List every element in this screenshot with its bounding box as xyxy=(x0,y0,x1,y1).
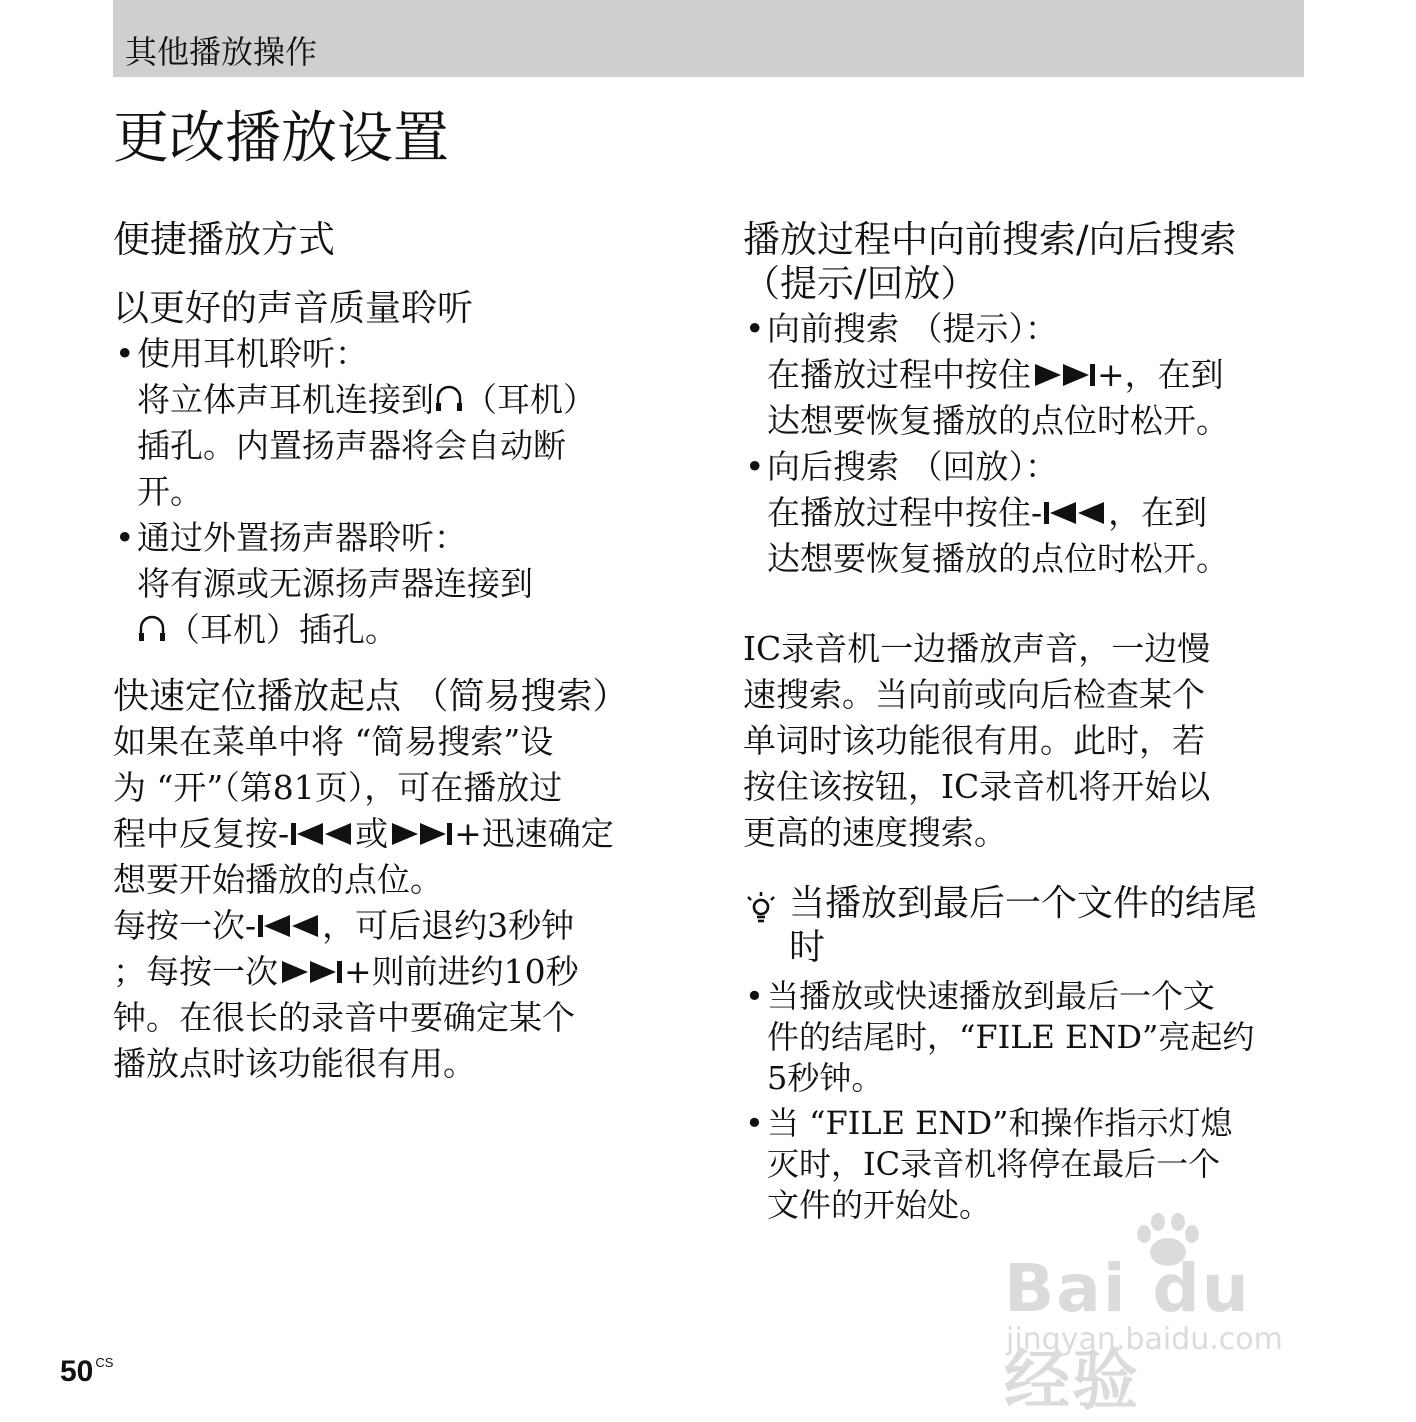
text-run: 程中反复按- xyxy=(113,814,290,853)
text-run: ；每按一次 xyxy=(113,952,278,991)
para-line: 单词时该功能很有用。此时，若 xyxy=(743,721,1205,760)
para-line xyxy=(113,811,683,857)
text-run: +，在到 xyxy=(1097,355,1224,394)
lightbulb-icon xyxy=(743,890,779,926)
page-number-suffix: CS xyxy=(95,1355,114,1370)
bullet-lead: 通过外置扬声器聆听： xyxy=(137,518,467,557)
bullet-line: 将有源或无源扬声器连接到 xyxy=(137,564,533,603)
bullet-line: 当 “FILE END”和操作指示灯熄 xyxy=(767,1104,1233,1142)
para-line: IC录音机一边播放声音，一边慢 xyxy=(743,629,1211,668)
section-header-band xyxy=(113,0,1304,77)
headphones-icon xyxy=(137,612,167,644)
headphones-icon xyxy=(434,382,464,414)
text-run: ，可后退约3秒钟 xyxy=(322,906,575,945)
bullet-dot: • xyxy=(745,977,764,1015)
next-track-icon xyxy=(278,958,344,986)
para-line xyxy=(113,949,683,995)
previous-track-icon xyxy=(1042,499,1108,527)
para-line: 为 “开”（第81页），可在播放过 xyxy=(113,768,563,807)
watermark-brand: Bai du 经验 xyxy=(1004,1250,1251,1419)
bullet-dot: • xyxy=(745,447,765,486)
hint-heading xyxy=(743,882,1303,970)
text-run: 在播放过程中按住 xyxy=(767,355,1031,394)
bullet-review xyxy=(743,444,1303,582)
subheading-easy-search: 快速定位播放起点 （简易搜索） xyxy=(113,676,629,717)
bullet-lead: 使用耳机聆听： xyxy=(137,334,368,373)
bullet-line xyxy=(767,352,1303,398)
para-line: 如果在菜单中将 “简易搜索”设 xyxy=(113,722,554,761)
bullet-line: 插孔。内置扬声器将会自动断 xyxy=(137,426,566,465)
bullet-dot: • xyxy=(745,309,765,348)
search-explanation-paragraph xyxy=(743,626,1303,856)
right-heading-line1: 播放过程中向前搜索/向后搜索 xyxy=(743,218,1237,261)
text-run: 将立体声耳机连接到 xyxy=(137,380,434,419)
bullet-lead: 向前搜索 （提示）： xyxy=(767,309,1058,348)
bullet-line: 开。 xyxy=(137,472,203,511)
bullet-line: 文件的开始处。 xyxy=(767,1186,992,1224)
previous-track-icon xyxy=(256,912,322,940)
bullet-line: 当播放或快速播放到最后一个文 xyxy=(767,977,1216,1015)
para-line: 想要开始播放的点位。 xyxy=(113,860,443,899)
para-line: 钟。在很长的录音中要确定某个 xyxy=(113,998,575,1037)
bullet-line: 件的结尾时，“FILE END”亮起约 xyxy=(767,1018,1255,1056)
page-title: 更改播放设置 xyxy=(113,106,449,171)
hint-line: 当播放到最后一个文件的结尾 xyxy=(789,883,1258,924)
bullet-dot: • xyxy=(745,1104,764,1142)
right-column xyxy=(743,218,1303,1226)
left-column xyxy=(113,218,683,1087)
page-number-value: 50 xyxy=(60,1355,94,1388)
bullet-lead: 向后搜索 （回放）： xyxy=(767,447,1058,486)
bullet-line: 5秒钟。 xyxy=(767,1059,884,1097)
bullet-dot: • xyxy=(115,518,135,557)
hint-bullet-file-end xyxy=(743,976,1303,1099)
text-run: ，在到 xyxy=(1108,493,1208,532)
page-number xyxy=(60,1345,113,1390)
bullet-line: 达想要恢复播放的点位时松开。 xyxy=(767,401,1229,440)
text-run: 在播放过程中按住- xyxy=(767,493,1043,532)
hint-line: 时 xyxy=(789,927,826,968)
bullet-headphones xyxy=(113,331,683,515)
baidu-watermark xyxy=(1000,1210,1340,1419)
easy-search-paragraph xyxy=(113,719,683,1087)
text-run: 或 xyxy=(355,814,389,853)
section-label: 其他播放操作 xyxy=(125,33,318,71)
para-line: 更高的速度搜索。 xyxy=(743,813,1007,852)
right-heading-line2: （提示/回放） xyxy=(743,262,978,305)
previous-track-icon xyxy=(289,820,355,848)
bullet-cue xyxy=(743,306,1303,444)
text-run: 每按一次- xyxy=(113,906,257,945)
bullet-line: 达想要恢复播放的点位时松开。 xyxy=(767,539,1229,578)
para-line: 按住该按钮，IC录音机将开始以 xyxy=(743,767,1211,806)
text-run: +则前进约10秒 xyxy=(344,952,579,991)
watermark-url: jingyan.baidu.com xyxy=(1006,1322,1283,1357)
left-heading: 便捷播放方式 xyxy=(113,218,335,261)
text-run: +迅速确定 xyxy=(454,814,614,853)
bullet-external-speakers xyxy=(113,515,683,653)
subheading-sound-quality: 以更好的声音质量聆听 xyxy=(113,288,474,329)
next-track-icon xyxy=(1031,361,1097,389)
para-line: 播放点时该功能很有用。 xyxy=(113,1044,476,1083)
bullet-line xyxy=(767,490,1303,536)
bullet-dot: • xyxy=(115,334,135,373)
text-run: （耳机） xyxy=(464,380,596,419)
bullet-line: 灭时，IC录音机将停在最后一个 xyxy=(767,1145,1221,1183)
para-line: 速搜索。当向前或向后检查某个 xyxy=(743,675,1205,714)
hint-bullet-stop xyxy=(743,1103,1303,1226)
next-track-icon xyxy=(388,820,454,848)
para-line xyxy=(113,903,683,949)
bullet-line xyxy=(137,377,683,423)
text-run: （耳机）插孔。 xyxy=(167,610,398,649)
bullet-line xyxy=(137,607,683,653)
